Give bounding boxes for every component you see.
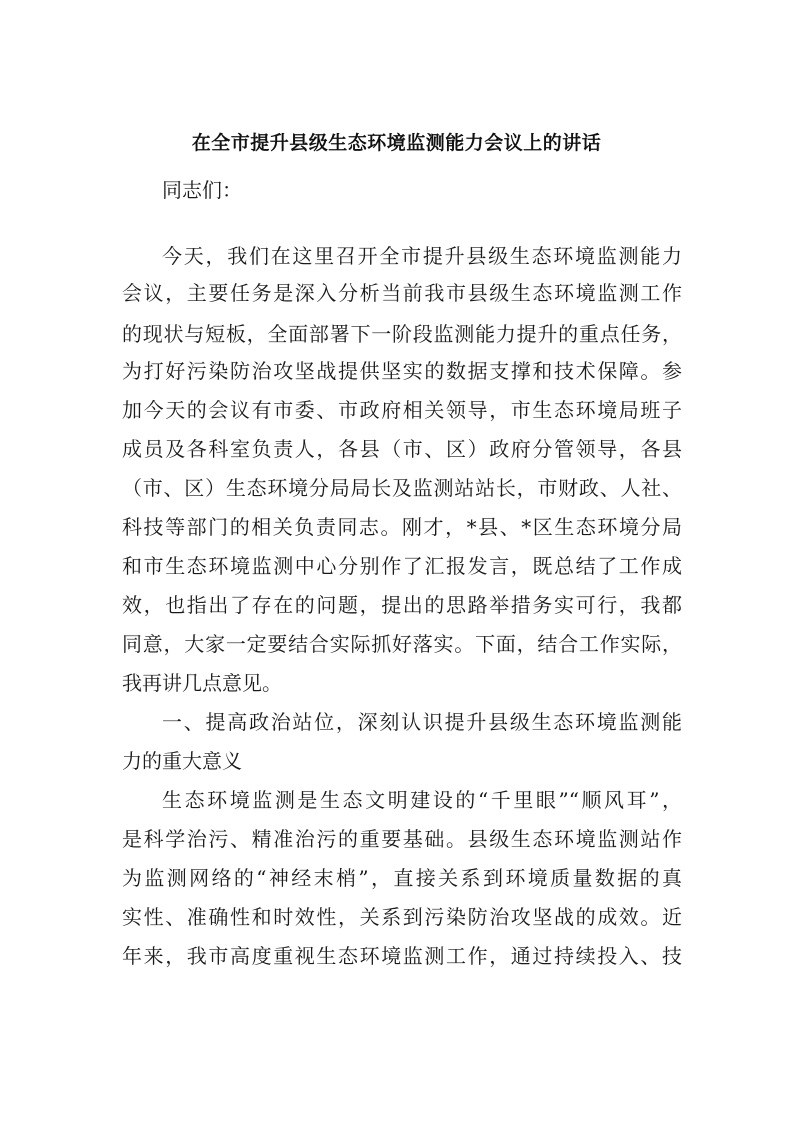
paragraph-line-6: 成员及各科室负责人，各县（市、区）政府分管领导，各县	[122, 437, 682, 461]
body-line-4: 实性、准确性和时效性，关系到污染防治攻坚战的成效。近	[122, 905, 682, 929]
body-line-3: 为监测网络的“神经末梢”，直接关系到环境质量数据的真	[122, 866, 682, 890]
salutation-line: 同志们：	[162, 178, 242, 202]
paragraph-line-4: 为打好污染防治攻坚战提供坚实的数据支撑和技术保障。参	[122, 359, 682, 383]
paragraph-line-7: （市、区）生态环境分局局长及监测站站长，市财政、人社、	[122, 476, 682, 500]
paragraph-line-10: 效，也指出了存在的问题，提出的思路举措务实可行，我都	[122, 593, 682, 617]
paragraph-line-9: 和市生态环境监测中心分别作了汇报发言，既总结了工作成	[122, 554, 682, 578]
document-title: 在全市提升县级生态环境监测能力会议上的讲话	[191, 132, 602, 154]
paragraph-line-1: 今天，我们在这里召开全市提升县级生态环境监测能力	[162, 244, 682, 268]
paragraph-line-5: 加今天的会议有市委、市政府相关领导，市生态环境局班子	[122, 398, 682, 422]
paragraph-line-8: 科技等部门的相关负责同志。刚才，*县、*区生态环境分局	[122, 515, 682, 539]
paragraph-line-3: 的现状与短板，全面部署下一阶段监测能力提升的重点任务，	[122, 322, 682, 346]
body-line-5: 年来，我市高度重视生态环境监测工作，通过持续投入、技	[122, 944, 682, 968]
section-heading-line-1: 一、提高政治站位，深刻认识提升县级生态环境监测能	[162, 710, 682, 734]
paragraph-line-12: 我再讲几点意见。	[122, 671, 282, 695]
body-line-1: 生态环境监测是生态文明建设的“千里眼”“顺风耳”，	[162, 788, 682, 812]
body-line-2: 是科学治污、精准治污的重要基础。县级生态环境监测站作	[122, 827, 682, 851]
section-heading-line-2: 力的重大意义	[122, 749, 242, 773]
paragraph-line-2: 会议，主要任务是深入分析当前我市县级生态环境监测工作	[122, 281, 682, 305]
paragraph-line-11: 同意，大家一定要结合实际抓好落实。下面，结合工作实际，	[122, 632, 682, 656]
